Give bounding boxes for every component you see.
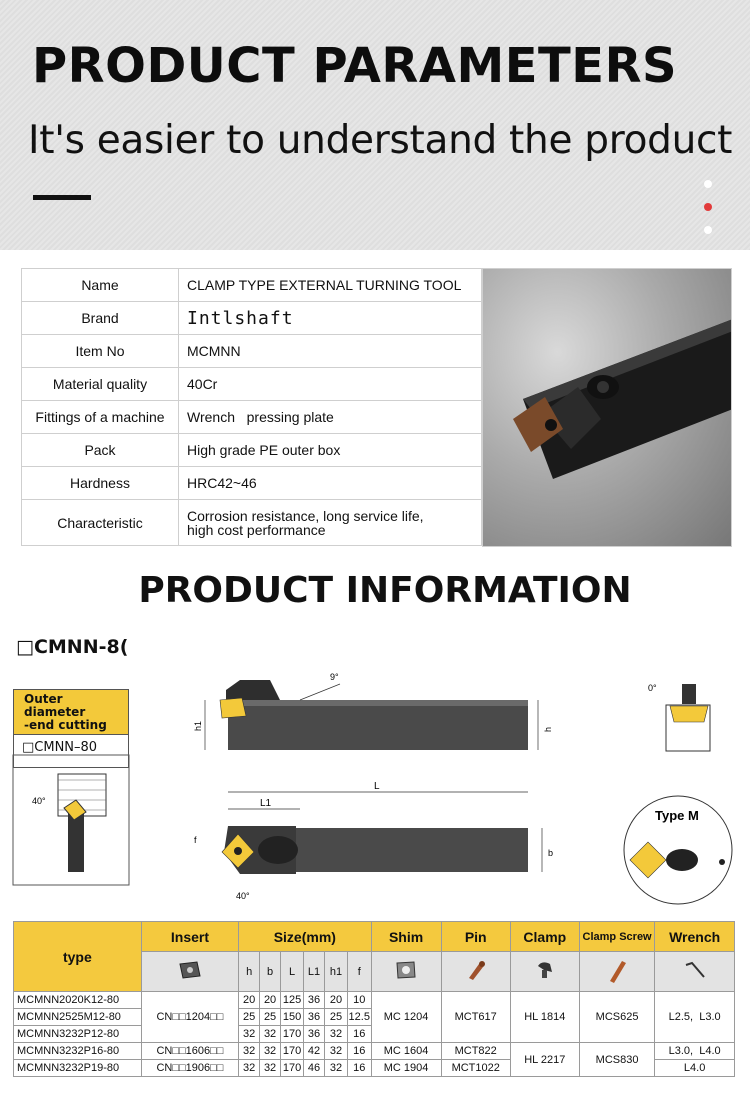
wrench-cell: L4.0: [655, 1060, 735, 1077]
clamp-screw-cell: MCS625: [579, 992, 654, 1043]
section-title: PRODUCT INFORMATION: [138, 570, 632, 611]
size-cell: 32: [325, 1043, 348, 1060]
size-cell: 10: [348, 992, 371, 1009]
table-row: [14, 992, 735, 1009]
param-label: Brand: [22, 302, 179, 335]
shim-cell: MC 1904: [371, 1060, 441, 1077]
type-m-detail: [624, 796, 732, 904]
size-cell: 32: [239, 1060, 260, 1077]
param-row: [22, 434, 482, 467]
param-label: Characteristic: [22, 500, 179, 546]
plan-view: [194, 781, 553, 901]
param-value: Wrench pressing plate: [179, 401, 482, 434]
size-cell: 46: [304, 1060, 325, 1077]
size-cell: 20: [260, 992, 281, 1009]
param-row: [22, 500, 482, 546]
dim-label: h1: [193, 720, 203, 731]
table-row: [14, 1043, 735, 1060]
param-row: [22, 302, 482, 335]
model-heading: □CMNN-8(: [16, 636, 129, 658]
type-cell: MCMNN2020K12-80: [14, 992, 142, 1009]
param-value: HRC42~46: [179, 467, 482, 500]
size-cell: 170: [281, 1026, 304, 1043]
param-value-line: high cost performance: [187, 521, 326, 538]
dim-label: L: [374, 781, 380, 792]
col-header-shim: Shim: [371, 922, 441, 952]
type-m-label: Type M: [655, 808, 699, 823]
size-cell: 32: [239, 1026, 260, 1043]
size-col-f: f: [348, 952, 371, 992]
carousel-dot[interactable]: [704, 226, 712, 234]
carousel-dot[interactable]: [704, 180, 712, 188]
clamp-screw-cell: MCS830: [579, 1043, 654, 1077]
carousel-dots: [704, 180, 714, 249]
size-cell: 32: [260, 1060, 281, 1077]
param-label: Name: [22, 269, 179, 302]
page-subtitle: It's easier to understand the product: [28, 118, 733, 163]
end-cutting-detail: [13, 755, 129, 885]
size-col-h: h: [239, 952, 260, 992]
param-value: 40Cr: [179, 368, 482, 401]
type-cell: MCMNN3232P16-80: [14, 1043, 142, 1060]
product-photo: [482, 268, 732, 547]
size-cell: 32: [239, 1043, 260, 1060]
page-title: PRODUCT PARAMETERS: [32, 38, 678, 94]
insert-cell: CN□□1606□□: [141, 1043, 238, 1060]
clamp-icon: [510, 952, 579, 992]
param-value-line: Corrosion resistance, long service life,: [187, 507, 424, 524]
size-col-b: b: [260, 952, 281, 992]
size-cell: 36: [304, 1026, 325, 1043]
technical-drawing: [0, 660, 750, 915]
insert-cell: CN□□1906□□: [141, 1060, 238, 1077]
title-underline: [33, 195, 91, 200]
size-cell: 150: [281, 1009, 304, 1026]
param-label: Fittings of a machine: [22, 401, 179, 434]
pin-cell: MCT822: [441, 1043, 510, 1060]
size-cell: 36: [304, 992, 325, 1009]
param-label: Pack: [22, 434, 179, 467]
pin-cell: MCT1022: [441, 1060, 510, 1077]
param-value: [179, 500, 482, 546]
wrench-cell: L2.5, L3.0: [655, 992, 735, 1043]
size-cell: 25: [260, 1009, 281, 1026]
size-cell: 32: [260, 1043, 281, 1060]
angle-label: 40°: [32, 796, 46, 806]
wrench-icon: [655, 952, 735, 992]
size-col-L1: L1: [304, 952, 325, 992]
carousel-dot-active[interactable]: [704, 203, 712, 211]
param-value: MCMNN: [179, 335, 482, 368]
side-view: [193, 672, 553, 750]
wrench-cell: L3.0, L4.0: [655, 1043, 735, 1060]
param-row: [22, 269, 482, 302]
param-value: High grade PE outer box: [179, 434, 482, 467]
legend-title-line: -end cutting: [24, 718, 107, 732]
type-cell: MCMNN3232P12-80: [14, 1026, 142, 1043]
size-cell: 36: [304, 1009, 325, 1026]
dim-label: 40°: [236, 891, 250, 901]
dim-label: b: [548, 848, 554, 858]
col-header-pin: Pin: [441, 922, 510, 952]
pin-cell: MCT617: [441, 992, 510, 1043]
col-header-wrench: Wrench: [655, 922, 735, 952]
col-header-clamp-screw: Clamp Screw: [579, 922, 654, 952]
col-header-insert: Insert: [141, 922, 238, 952]
size-col-h1: h1: [325, 952, 348, 992]
insert-icon: [141, 952, 238, 992]
param-label: Hardness: [22, 467, 179, 500]
spec-table: [13, 921, 735, 1077]
type-cell: MCMNN2525M12-80: [14, 1009, 142, 1026]
size-cell: 25: [239, 1009, 260, 1026]
legend-model: □CMNN–80: [22, 740, 98, 755]
size-cell: 32: [260, 1026, 281, 1043]
size-col-L: L: [281, 952, 304, 992]
size-cell: 32: [325, 1026, 348, 1043]
param-value: Intlshaft: [179, 302, 482, 335]
dim-label: 0°: [648, 683, 657, 693]
clamp-screw-icon: [579, 952, 654, 992]
size-cell: 25: [325, 1009, 348, 1026]
size-cell: 125: [281, 992, 304, 1009]
size-cell: 12.5: [348, 1009, 371, 1026]
param-row: [22, 335, 482, 368]
col-header-size: Size(mm): [239, 922, 371, 952]
size-cell: 42: [304, 1043, 325, 1060]
shim-icon: [371, 952, 441, 992]
size-cell: 32: [325, 1060, 348, 1077]
parameters-table: [21, 268, 482, 546]
insert-cell: CN□□1204□□: [141, 992, 238, 1043]
clamp-cell: HL 2217: [510, 1043, 579, 1077]
clamp-cell: HL 1814: [510, 992, 579, 1043]
param-row: [22, 368, 482, 401]
header-banner: [0, 0, 750, 250]
param-row: [22, 401, 482, 434]
shim-cell: MC 1204: [371, 992, 441, 1043]
size-cell: 16: [348, 1060, 371, 1077]
size-cell: 20: [239, 992, 260, 1009]
param-label: Material quality: [22, 368, 179, 401]
size-cell: 170: [281, 1060, 304, 1077]
size-cell: 170: [281, 1043, 304, 1060]
col-header-type: type: [14, 922, 142, 992]
dim-label: h: [543, 726, 553, 732]
shim-cell: MC 1604: [371, 1043, 441, 1060]
col-header-clamp: Clamp: [510, 922, 579, 952]
size-cell: 16: [348, 1043, 371, 1060]
dim-label: 9°: [330, 672, 339, 682]
size-cell: 16: [348, 1026, 371, 1043]
param-label: Item No: [22, 335, 179, 368]
legend-title-line: Outer diameter: [24, 692, 86, 719]
type-cell: MCMNN3232P19-80: [14, 1060, 142, 1077]
param-value: CLAMP TYPE EXTERNAL TURNING TOOL: [179, 269, 482, 302]
param-row: [22, 467, 482, 500]
front-view: [648, 683, 710, 751]
dim-label: L1: [260, 798, 272, 809]
size-cell: 20: [325, 992, 348, 1009]
pin-icon: [441, 952, 510, 992]
dim-label: f: [194, 835, 197, 845]
